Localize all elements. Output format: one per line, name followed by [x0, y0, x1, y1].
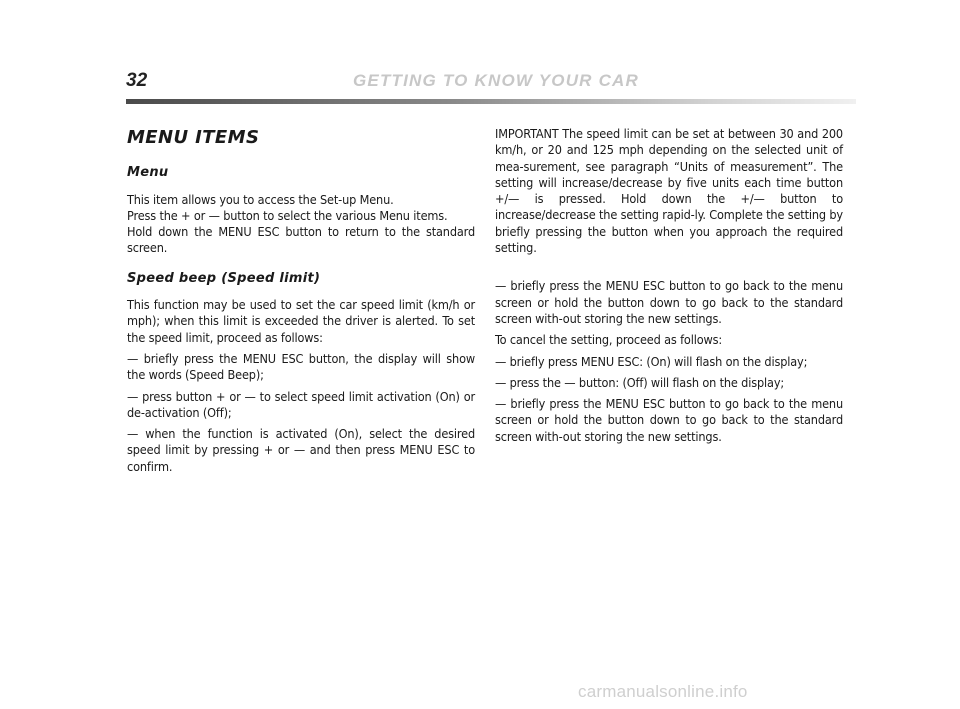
right-paragraph: — briefly press the MENU ESC button to go back to the menu screen or hold the button down to go back to the standard screen with-out storing the new settings.: [495, 396, 843, 444]
right-paragraph: — briefly press the MENU ESC button to go back to the menu screen or hold the button down to go back to the standard screen with-out storing the new settings.: [495, 278, 843, 326]
spacer: [495, 261, 843, 278]
menu-text: [127, 192, 475, 257]
menu-heading: Menu: [127, 165, 169, 181]
speed-beep-paragraph: This function may be used to set the car speed limit (km/h or mph); when this limit is exceeded the driver is alerted. To set the speed limit, proceed as follows:: [127, 297, 475, 345]
right-paragraph: — press the — button: (Off) will flash on the display;: [495, 374, 785, 390]
speed-beep-step: — briefly press the MENU ESC button, the display will show the words (Speed Beep);: [127, 350, 475, 383]
right-paragraph: — briefly press MENU ESC: (On) will flash on the display;: [495, 353, 808, 369]
header-rule: [126, 99, 856, 104]
section-title: MENU ITEMS: [127, 127, 260, 148]
menu-line: Press the + or — button to select the various Menu items.: [127, 207, 448, 223]
menu-line: This item allows you to access the Set-up Menu.: [127, 191, 394, 207]
right-paragraph: To cancel the setting, proceed as follows:: [495, 332, 723, 348]
right-column: [495, 126, 843, 450]
running-header-title: GETTING TO KNOW YOUR CAR: [353, 71, 640, 90]
speed-beep-step: — press button + or — to select speed limit activation (On) or de-activation (Off);: [127, 388, 475, 420]
watermark: carmanualsonline.info: [578, 682, 748, 701]
speed-beep-step: — when the function is activated (On), select the desired speed limit by pressing + or — and then press MENU ESC to confirm.: [127, 426, 475, 474]
left-column: [127, 126, 475, 480]
page-number: 32: [126, 70, 148, 91]
menu-line: Hold down the MENU ESC button to return to the standard screen.: [127, 224, 475, 256]
speed-beep-heading: Speed beep (Speed limit): [127, 270, 321, 286]
important-note: IMPORTANT The speed limit can be set at between 30 and 200 km/h, or 20 and 125 mph depending on the selected unit of mea-surement, see paragraph “Units of measurement”. The setting will increase/decrease by five units each time button +/— is pressed. Hold down the +/— button to increase/decrease the setting rapid-ly. Complete the setting by briefly pressing the button when you approach the required setting.: [495, 126, 843, 256]
